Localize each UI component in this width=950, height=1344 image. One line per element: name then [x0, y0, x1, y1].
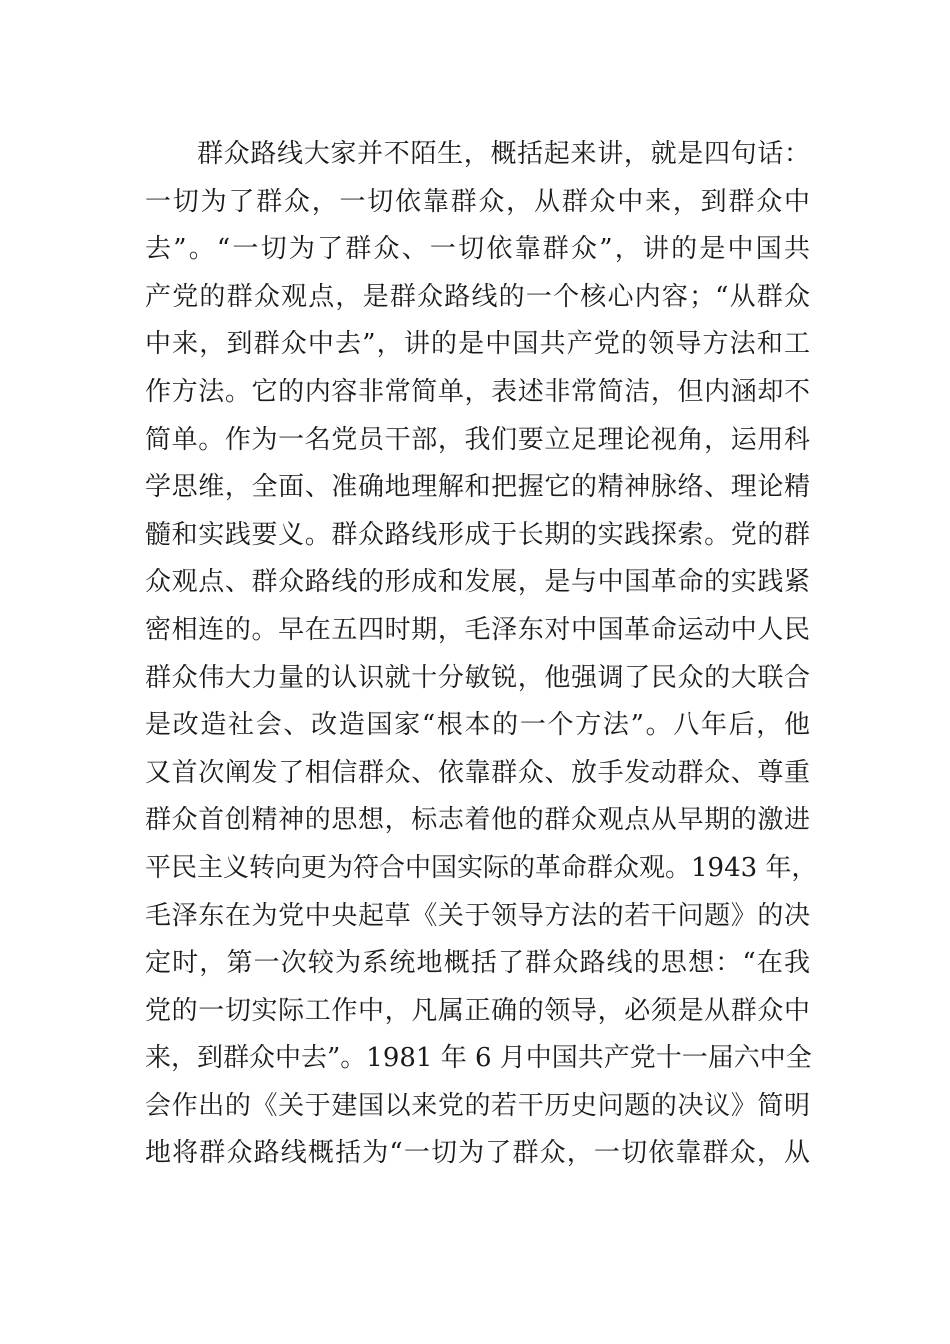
paragraph-line: 来，到群众中去”。1981 年 6 月中国共产党十一届六中全	[145, 1043, 812, 1074]
paragraph-line: 学思维，全面、准确地理解和把握它的精神脉络、理论精	[145, 472, 810, 503]
body-paragraph	[145, 131, 818, 1178]
paragraph-line: 众观点、群众路线的形成和发展，是与中国革命的实践紧	[145, 567, 810, 598]
paragraph-line: 地将群众路线概括为“一切为了群众，一切依靠群众，从	[145, 1138, 810, 1169]
paragraph-line: 去”。“一切为了群众、一切依靠群众”，讲的是中国共	[145, 234, 810, 265]
paragraph-line: 又首次阐发了相信群众、依靠群众、放手发动群众、尊重	[145, 757, 810, 788]
paragraph-line: 髓和实践要义。群众路线形成于长期的实践探索。党的群	[145, 519, 810, 550]
paragraph-line: 平民主义转向更为符合中国实际的革命群众观。1943 年，	[145, 852, 818, 883]
paragraph-line: 是改造社会、改造国家“根本的一个方法”。八年后，他	[145, 710, 810, 741]
paragraph-line: 中来，到群众中去”，讲的是中国共产党的领导方法和工	[145, 329, 810, 360]
paragraph-line: 一切为了群众，一切依靠群众，从群众中来，到群众中	[145, 186, 810, 217]
paragraph-line: 定时，第一次较为系统地概括了群众路线的思想：“在我	[145, 948, 810, 979]
paragraph-line: 群众路线大家并不陌生，概括起来讲，就是四句话：	[197, 139, 810, 169]
paragraph-line: 会作出的《关于建国以来党的若干历史问题的决议》简明	[145, 1090, 810, 1121]
paragraph-line: 简单。作为一名党员干部，我们要立足理论视角，运用科	[145, 424, 810, 455]
paragraph-line: 产党的群众观点，是群众路线的一个核心内容；“从群众	[145, 281, 810, 312]
paragraph-line: 群众首创精神的思想，标志着他的群众观点从早期的激进	[145, 805, 810, 836]
paragraph-line: 毛泽东在为党中央起草《关于领导方法的若干问题》的决	[145, 900, 810, 931]
paragraph-line: 党的一切实际工作中，凡属正确的领导，必须是从群众中	[145, 995, 810, 1026]
paragraph-line: 作方法。它的内容非常简单，表述非常简洁，但内涵却不	[145, 376, 810, 407]
paragraph-line: 群众伟大力量的认识就十分敏锐，他强调了民众的大联合	[145, 662, 810, 693]
paragraph-line: 密相连的。早在五四时期，毛泽东对中国革命运动中人民	[145, 614, 810, 645]
